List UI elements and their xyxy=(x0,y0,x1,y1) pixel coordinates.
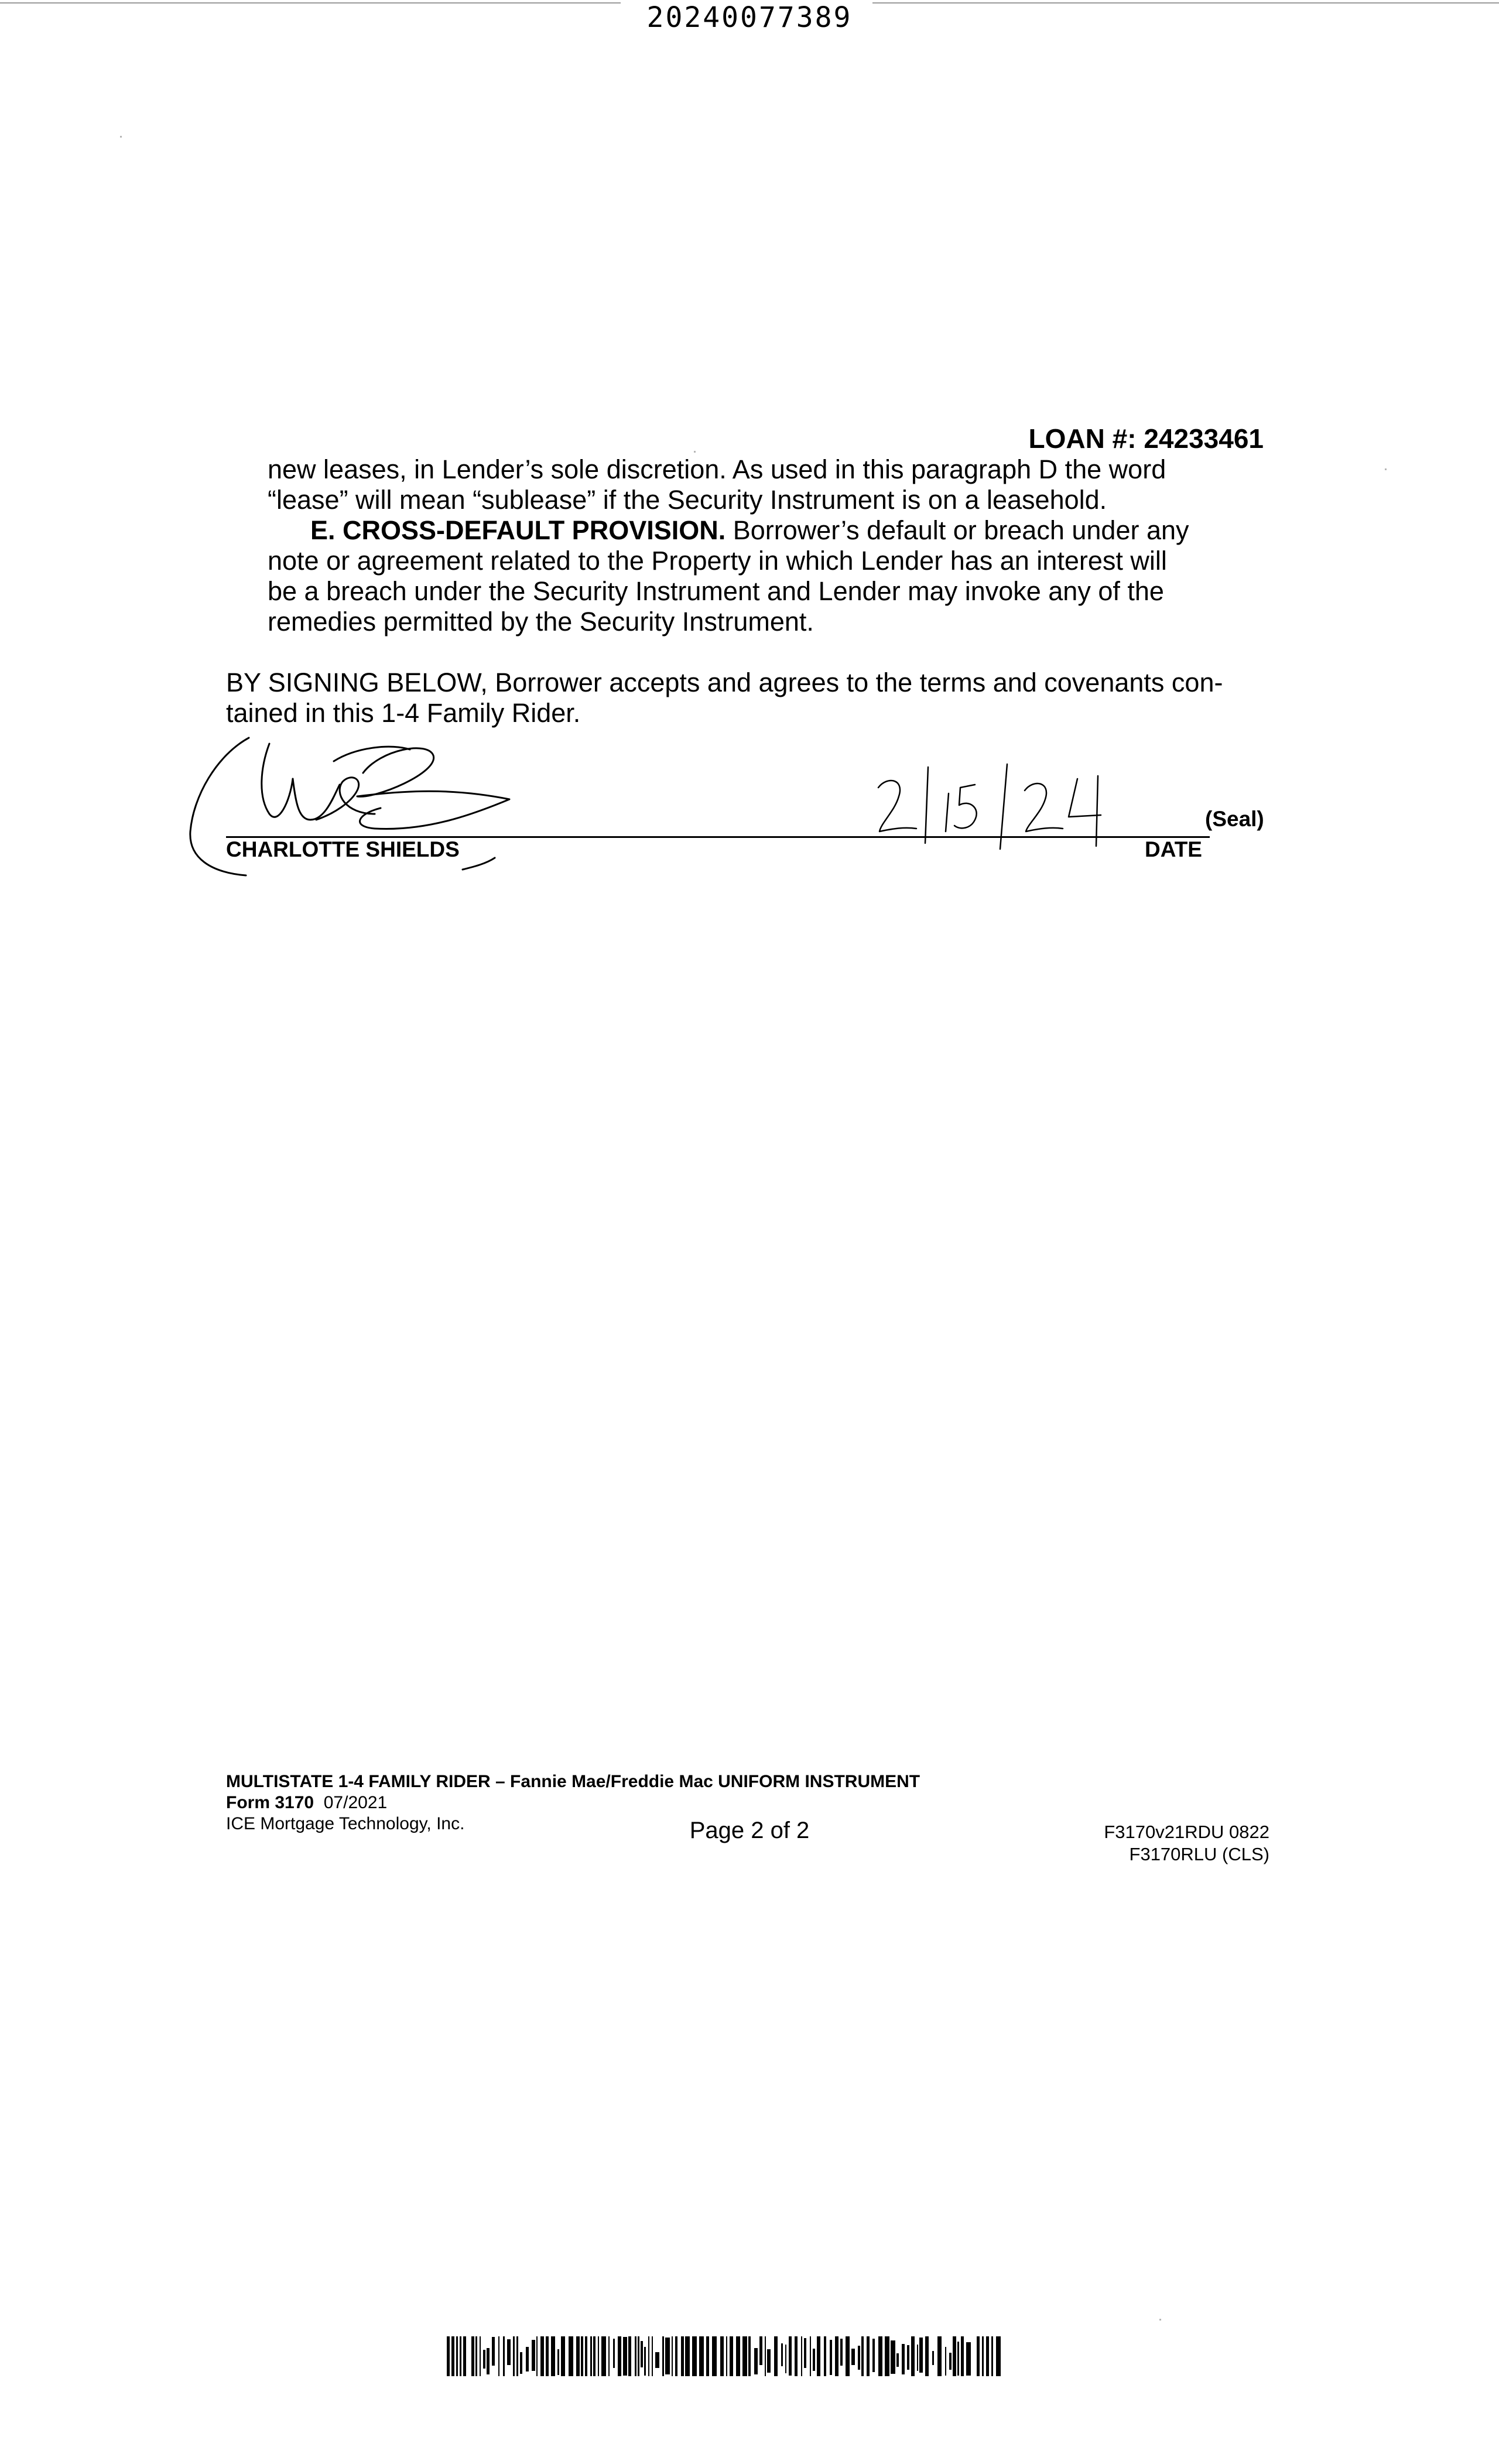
signing-statement xyxy=(226,668,1274,728)
cross-default-paragraph xyxy=(268,515,1275,546)
form-label: Form 3170 xyxy=(226,1793,314,1812)
page-number: Page 2 of 2 xyxy=(689,1818,810,1843)
loan-number xyxy=(1029,423,1264,454)
signing-line: BY SIGNING BELOW, Borrower accepts and agrees to the terms and covenants con- xyxy=(226,668,1223,697)
body-line: remedies permitted by the Security Instrument. xyxy=(268,607,814,636)
footer-company: ICE Mortgage Technology, Inc. xyxy=(226,1814,465,1833)
signing-line: tained in this 1-4 Family Rider. xyxy=(226,698,581,728)
rider-body xyxy=(268,454,1275,637)
body-line: note or agreement related to the Property in which Lender has an interest will xyxy=(268,546,1167,576)
date-label: DATE xyxy=(1145,837,1202,861)
footer-title: MULTISTATE 1-4 FAMILY RIDER – Fannie Mae/Freddie Mac UNIFORM INSTRUMENT xyxy=(226,1772,920,1791)
form-code: F3170RLU (CLS) xyxy=(1129,1844,1269,1864)
scan-speck xyxy=(120,136,122,138)
footer-form xyxy=(226,1792,920,1813)
scan-speck xyxy=(1159,2319,1161,2321)
recording-number: 20240077389 xyxy=(646,1,853,34)
body-line: new leases, in Lender’s sole discretion. As used in this paragraph D the word xyxy=(268,454,1166,484)
body-line: be a breach under the Security Instrument and Lender may invoke any of the xyxy=(268,576,1164,606)
form-codes xyxy=(1104,1821,1269,1866)
scan-speck xyxy=(694,451,696,453)
form-date: 07/2021 xyxy=(323,1793,388,1812)
loan-label: LOAN #: xyxy=(1028,423,1137,454)
scan-speck xyxy=(1385,468,1387,470)
form-code: F3170v21RDU 0822 xyxy=(1104,1822,1269,1842)
handwritten-date xyxy=(867,761,1136,855)
body-line: “lease” will mean “sublease” if the Security Instrument is on a leasehold. xyxy=(268,485,1107,515)
body-line: Borrower’s default or breach under any xyxy=(725,515,1189,545)
borrower-name: CHARLOTTE SHIELDS xyxy=(226,837,460,861)
seal-label: (Seal) xyxy=(1205,807,1264,831)
document-barcode xyxy=(447,2336,1003,2376)
loan-value: 24233461 xyxy=(1144,423,1264,454)
cross-default-heading: E. CROSS-DEFAULT PROVISION. xyxy=(310,515,726,545)
